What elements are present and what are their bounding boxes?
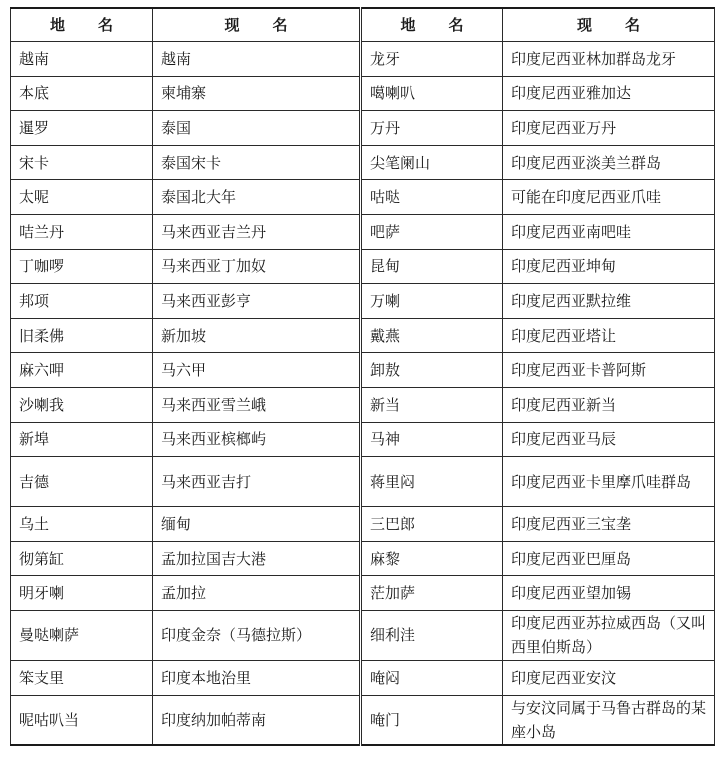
cell-text: 新加坡	[161, 326, 207, 345]
cell-text: 卸敖	[370, 361, 401, 380]
cell-text: 印度尼西亚雅加达	[511, 84, 632, 103]
cell-old-name-left	[11, 145, 153, 180]
cell-text: 咕哒	[370, 188, 401, 207]
cell-current-name-right	[503, 214, 715, 249]
cell-old-name-left	[11, 660, 153, 695]
cell-old-name-right	[361, 111, 503, 146]
cell-text: 印度尼西亚三宝垄	[511, 514, 632, 533]
cell-text: 印度尼西亚巴厘岛	[511, 549, 632, 568]
cell-current-name-left	[153, 318, 361, 353]
cell-old-name-left	[11, 422, 153, 457]
cell-old-name-left	[11, 249, 153, 284]
cell-text: 茫加萨	[370, 584, 416, 603]
cell-old-name-right	[361, 387, 503, 422]
cell-text: 印度本地治里	[161, 668, 252, 687]
table-row	[11, 660, 715, 695]
cell-old-name-right	[361, 422, 503, 457]
cell-text: 印度尼西亚望加锡	[511, 584, 632, 603]
cell-current-name-left	[153, 576, 361, 611]
cell-current-name-left	[153, 457, 361, 507]
cell-text: 笨支里	[19, 668, 65, 687]
cell-text: 宋卡	[19, 153, 50, 172]
cell-current-name-left	[153, 111, 361, 146]
cell-current-name-right	[503, 318, 715, 353]
cell-current-name-right	[503, 284, 715, 319]
cell-text: 印度尼西亚苏拉威西岛（又叫西里伯斯岛）	[511, 614, 707, 657]
table-row	[11, 387, 715, 422]
cell-current-name-right	[503, 576, 715, 611]
cell-text: 孟加拉国吉大港	[161, 549, 267, 568]
cell-text: 印度尼西亚新当	[511, 395, 617, 414]
cell-text: 唵闷	[370, 668, 401, 687]
cell-text: 马六甲	[161, 361, 207, 380]
cell-text: 沙喇我	[19, 395, 65, 414]
cell-old-name-left	[11, 695, 153, 745]
cell-text: 万丹	[370, 118, 401, 137]
cell-current-name-left	[153, 214, 361, 249]
cell-old-name-left	[11, 111, 153, 146]
header-old-name-right: 地名	[361, 8, 503, 42]
cell-text: 本底	[19, 84, 50, 103]
cell-text: 万喇	[370, 291, 401, 310]
cell-text: 印度尼西亚卡里摩爪哇群岛	[511, 472, 692, 491]
cell-current-name-left	[153, 145, 361, 180]
cell-text: 戴燕	[370, 326, 401, 345]
cell-current-name-left	[153, 42, 361, 77]
cell-text: 咭兰丹	[19, 222, 65, 241]
cell-text: 印度尼西亚坤甸	[511, 257, 617, 276]
cell-old-name-right	[361, 145, 503, 180]
cell-text: 明牙喇	[19, 584, 65, 603]
cell-old-name-left	[11, 457, 153, 507]
cell-text: 柬埔寨	[161, 84, 207, 103]
cell-old-name-right	[361, 457, 503, 507]
cell-text: 吧萨	[370, 222, 401, 241]
cell-current-name-left	[153, 695, 361, 745]
cell-current-name-left	[153, 541, 361, 576]
cell-old-name-right	[361, 76, 503, 111]
cell-text: 可能在印度尼西亚爪哇	[511, 188, 662, 207]
header-current-name-left: 现名	[153, 8, 361, 42]
cell-text: 印度尼西亚南吧哇	[511, 222, 632, 241]
cell-old-name-left	[11, 507, 153, 542]
cell-text: 唵门	[370, 710, 401, 729]
cell-old-name-right	[361, 249, 503, 284]
cell-old-name-right	[361, 353, 503, 388]
cell-text: 印度尼西亚卡普阿斯	[511, 361, 647, 380]
cell-current-name-right	[503, 180, 715, 215]
cell-text: 马来西亚槟榔屿	[161, 430, 267, 449]
cell-old-name-right	[361, 180, 503, 215]
cell-text: 呢咕叭当	[19, 710, 80, 729]
cell-text: 噶喇叭	[370, 84, 416, 103]
cell-text: 印度尼西亚淡美兰群岛	[511, 153, 662, 172]
cell-text: 马来西亚吉打	[161, 472, 252, 491]
cell-current-name-left	[153, 387, 361, 422]
cell-text: 越南	[19, 49, 50, 68]
cell-old-name-left	[11, 353, 153, 388]
cell-text: 越南	[161, 49, 192, 68]
table-row	[11, 214, 715, 249]
cell-old-name-right	[361, 284, 503, 319]
cell-text: 印度尼西亚马辰	[511, 430, 617, 449]
cell-current-name-right	[503, 610, 715, 660]
cell-text: 与安汶同属于马鲁古群岛的某座小岛	[511, 698, 707, 741]
cell-text: 马来西亚雪兰峨	[161, 395, 267, 414]
cell-text: 吉德	[19, 472, 50, 491]
table-row	[11, 318, 715, 353]
cell-old-name-left	[11, 180, 153, 215]
table-row	[11, 422, 715, 457]
cell-text: 泰国北大年	[161, 188, 237, 207]
cell-text: 印度纳加帕蒂南	[161, 710, 267, 729]
cell-text: 彻第缸	[19, 549, 65, 568]
table-header-row	[11, 8, 715, 42]
header-old-name-left: 地名	[11, 8, 153, 42]
cell-text: 印度尼西亚林加群岛龙牙	[511, 49, 677, 68]
cell-current-name-right	[503, 422, 715, 457]
cell-text: 孟加拉	[161, 584, 207, 603]
cell-text: 泰国	[161, 118, 192, 137]
cell-text: 细利洼	[370, 626, 416, 645]
cell-old-name-right	[361, 576, 503, 611]
cell-text: 蒋里闷	[370, 472, 416, 491]
cell-current-name-right	[503, 76, 715, 111]
cell-text: 印度尼西亚万丹	[511, 118, 617, 137]
table-row	[11, 145, 715, 180]
cell-text: 三巴郎	[370, 514, 416, 533]
cell-old-name-left	[11, 541, 153, 576]
table-row	[11, 76, 715, 111]
table-row	[11, 249, 715, 284]
cell-text: 泰国宋卡	[161, 153, 222, 172]
cell-text: 昆甸	[370, 257, 401, 276]
cell-text: 邦项	[19, 291, 50, 310]
cell-current-name-right	[503, 249, 715, 284]
table-row	[11, 180, 715, 215]
table-row	[11, 111, 715, 146]
table-row	[11, 457, 715, 507]
cell-current-name-right	[503, 457, 715, 507]
cell-old-name-right	[361, 695, 503, 745]
table-row	[11, 507, 715, 542]
cell-current-name-left	[153, 284, 361, 319]
table-row	[11, 42, 715, 77]
cell-current-name-left	[153, 353, 361, 388]
header-current-name-right: 现名	[503, 8, 715, 42]
cell-current-name-left	[153, 76, 361, 111]
cell-text: 印度金奈（马德拉斯）	[161, 626, 312, 645]
table-body	[11, 42, 715, 746]
cell-old-name-right	[361, 318, 503, 353]
cell-old-name-right	[361, 42, 503, 77]
cell-old-name-left	[11, 318, 153, 353]
table-row	[11, 284, 715, 319]
cell-current-name-right	[503, 660, 715, 695]
cell-text: 曼哒喇萨	[19, 626, 80, 645]
cell-current-name-left	[153, 249, 361, 284]
cell-old-name-left	[11, 387, 153, 422]
cell-current-name-left	[153, 507, 361, 542]
cell-current-name-right	[503, 507, 715, 542]
cell-text: 乌土	[19, 514, 50, 533]
cell-text: 麻六呷	[19, 361, 65, 380]
cell-text: 马来西亚丁加奴	[161, 257, 267, 276]
table-row	[11, 695, 715, 745]
cell-text: 印度尼西亚默拉维	[511, 291, 632, 310]
cell-old-name-right	[361, 541, 503, 576]
table-row	[11, 353, 715, 388]
table-row	[11, 610, 715, 660]
cell-text: 尖笔阑山	[370, 153, 431, 172]
cell-old-name-right	[361, 507, 503, 542]
cell-text: 印度尼西亚塔让	[511, 326, 617, 345]
cell-text: 暹罗	[19, 118, 50, 137]
cell-old-name-left	[11, 214, 153, 249]
cell-current-name-right	[503, 111, 715, 146]
cell-old-name-left	[11, 610, 153, 660]
cell-current-name-right	[503, 541, 715, 576]
cell-text: 太呢	[19, 188, 50, 207]
cell-current-name-left	[153, 422, 361, 457]
cell-old-name-right	[361, 610, 503, 660]
table-row	[11, 541, 715, 576]
cell-old-name-right	[361, 660, 503, 695]
cell-old-name-left	[11, 42, 153, 77]
cell-current-name-left	[153, 180, 361, 215]
cell-text: 马来西亚吉兰丹	[161, 222, 267, 241]
cell-text: 马来西亚彭亨	[161, 291, 252, 310]
cell-text: 麻黎	[370, 549, 401, 568]
cell-text: 丁咖啰	[19, 257, 65, 276]
cell-current-name-right	[503, 42, 715, 77]
cell-old-name-left	[11, 284, 153, 319]
cell-current-name-right	[503, 695, 715, 745]
cell-text: 新埠	[19, 430, 50, 449]
cell-old-name-left	[11, 76, 153, 111]
cell-text: 旧柔佛	[19, 326, 65, 345]
cell-text: 缅甸	[161, 514, 192, 533]
cell-current-name-right	[503, 145, 715, 180]
cell-old-name-right	[361, 214, 503, 249]
cell-current-name-right	[503, 353, 715, 388]
cell-text: 新当	[370, 395, 401, 414]
document-page	[10, 7, 714, 746]
cell-current-name-left	[153, 610, 361, 660]
cell-current-name-right	[503, 387, 715, 422]
cell-current-name-left	[153, 660, 361, 695]
table-row	[11, 576, 715, 611]
cell-text: 马神	[370, 430, 401, 449]
cell-text: 龙牙	[370, 49, 401, 68]
cell-text: 印度尼西亚安汶	[511, 668, 617, 687]
place-name-table	[10, 7, 715, 746]
cell-old-name-left	[11, 576, 153, 611]
